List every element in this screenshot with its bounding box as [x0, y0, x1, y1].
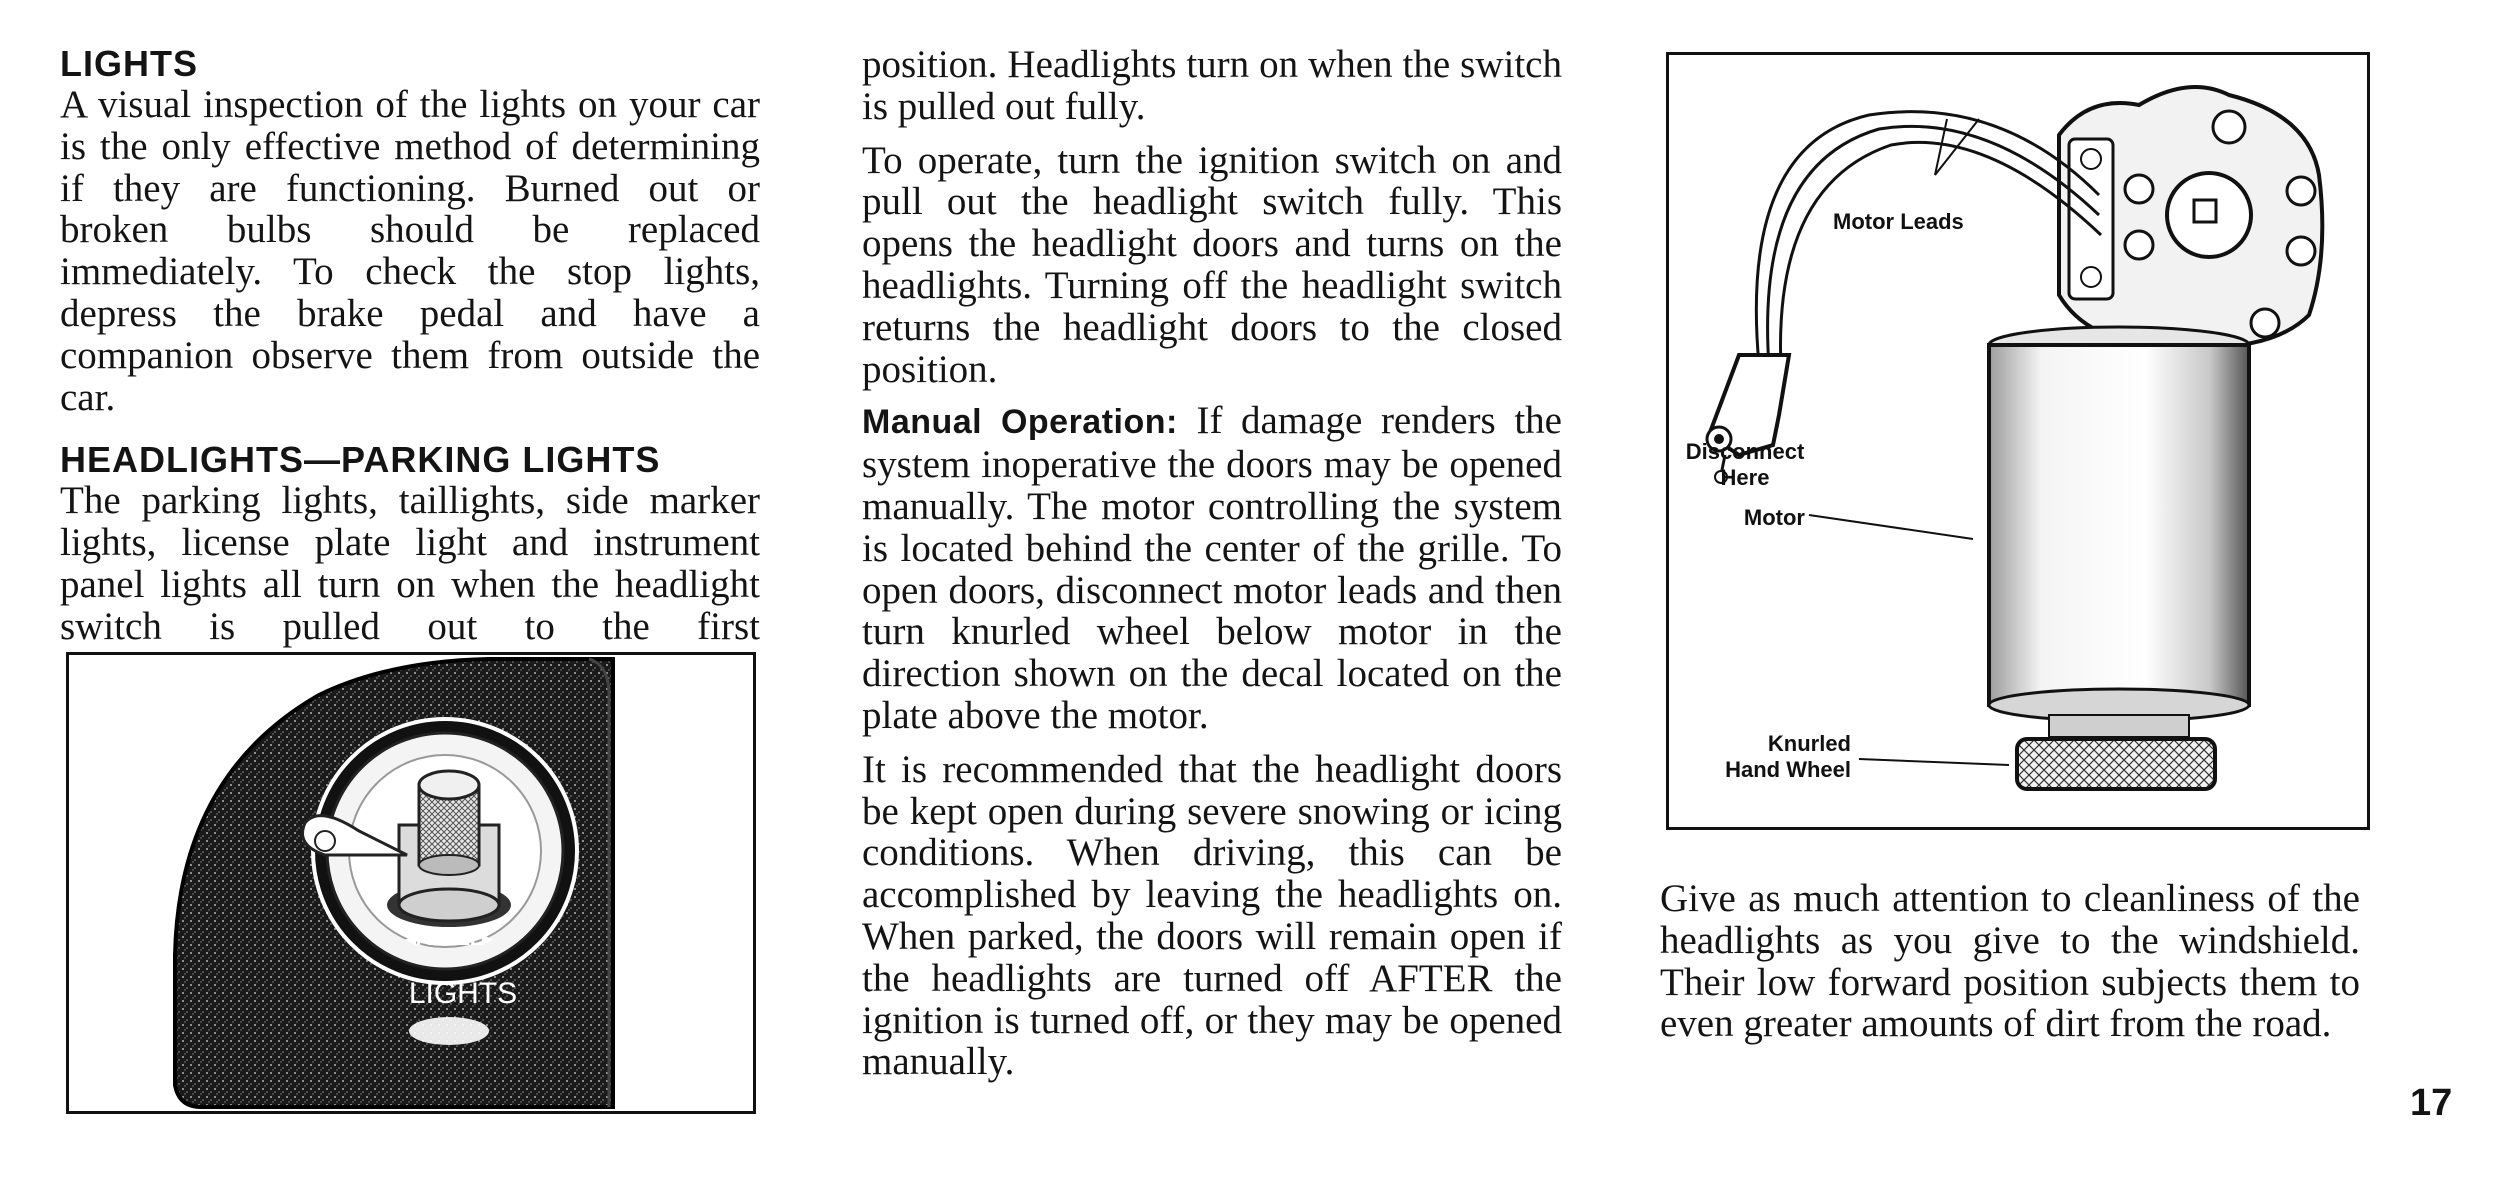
paragraph-recommendation: It is recommended that the headlight doors be kept open during severe snowing or icing conditions. When driving, this can be accomplished by leaving the headlights on. When parked, the doors will remain open if the headlights are turned off AFTER the ignition is turned off, or they may be opened manually. [862, 747, 1562, 1084]
panel-label: ◂PANEL▸ [405, 928, 493, 950]
motor-leads-caption: Motor Leads [1833, 209, 1964, 234]
knurled-caption-line2: Hand Wheel [1725, 757, 1851, 782]
paragraph-manual-operation [862, 400, 1562, 736]
page-number: 17 [2410, 1082, 2453, 1124]
column-middle [862, 44, 1562, 1083]
column-right [1660, 878, 2360, 1045]
headlight-motor-figure [1666, 52, 2370, 830]
cleanliness-paragraph: Give as much attention to cleanliness of the headlights as you give to the windshield. Their low forward position subjects them to even greater amounts of dirt from the road. [1660, 877, 2360, 1046]
knurled-caption-line1: Knurled [1767, 731, 1851, 756]
motor-caption: Motor [1743, 505, 1805, 530]
manual-operation-text: If damage renders the system inoperative the doors may be opened manually. The motor controlling the system is located behind the center of the grille. To open doors, disconnect motor leads and then turn knurled wheel below motor in the direction shown on the decal located on the plate above the motor. [862, 399, 1562, 737]
headlights-paragraph: The parking lights, taillights, side marker lights, license plate light and instrument panel lights all turn on when the headlight switch is pulled out to the first [60, 479, 760, 648]
headlight-switch-figure [66, 652, 756, 1114]
column-left [60, 44, 760, 648]
headlight-motor-illustration [1669, 55, 2367, 827]
lights-label: LIGHTS [408, 977, 518, 1010]
manual-operation-heading: Manual Operation: [862, 403, 1178, 442]
lights-heading: LIGHTS [60, 43, 198, 84]
disconnect-caption-line2: Here [1720, 465, 1770, 490]
paragraph-to-operate: To operate, turn the ignition switch on and pull out the headlight switch fully. This opens the headlight doors and turns on the headlights. Turning off the headlight switch returns the headlight doors to the closed position. [862, 138, 1562, 391]
paragraph-position: position. Headlights turn on when the switch is pulled out fully. [862, 43, 1562, 128]
lights-paragraph: A visual inspection of the lights on your car is the only effective method of determining if they are functioning. Burned out or broken bulbs should be replaced immediately. To check the stop lights, depress the brake pedal and have a companion observe them from outside the car. [60, 83, 760, 419]
headlight-switch-illustration [69, 655, 753, 1111]
disconnect-caption-line1: Disconnect [1685, 439, 1805, 464]
headlights-parking-heading: HEADLIGHTS—PARKING LIGHTS [60, 439, 661, 481]
